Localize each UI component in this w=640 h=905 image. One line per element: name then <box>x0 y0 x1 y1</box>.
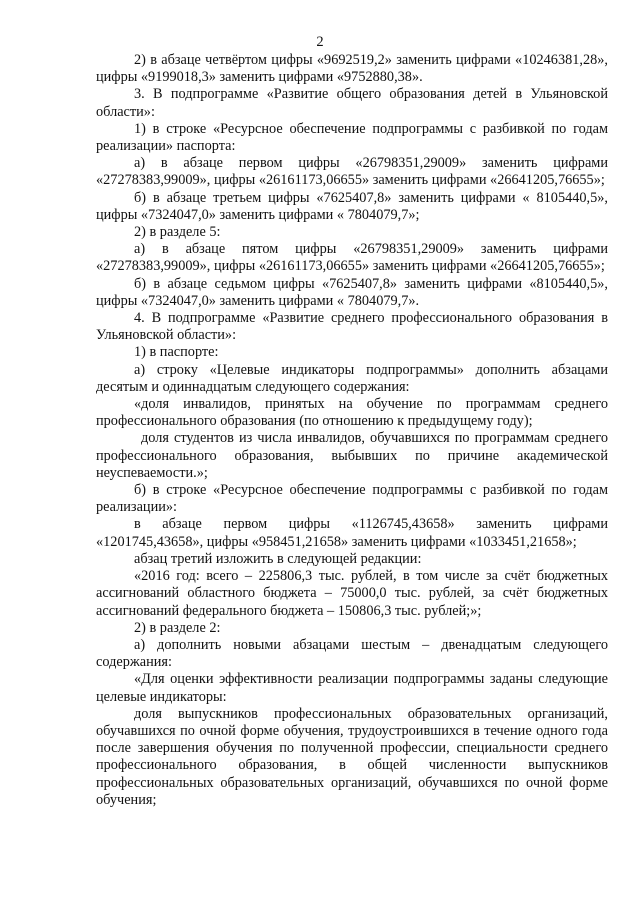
paragraph: 1) в паспорте: <box>134 344 219 361</box>
paragraph: 2) в разделе 2: <box>134 619 221 636</box>
paragraph: «доля инвалидов, принятых на обучение по программам среднего профессионального образования (по отношению к предыдущему году); <box>96 396 608 430</box>
paragraph: б) в строке «Ресурсное обеспечение подпрограммы с разбивкой по годам реализации»: <box>96 482 608 516</box>
page-number: 2 <box>316 34 324 50</box>
paragraph: доля выпускников профессиональных образовательных организаций, обучавшихся по очной форме обучения, трудоустроившихся в течение одного года после завершения обучения по полученной профессии, специальности среднего профессионального образования, в общей численности выпускников профессиональных образовательных организаций, обучавшихся по очной форме обучения; <box>96 705 608 808</box>
paragraph: а) в абзаце первом цифры «26798351,29009» заменить цифрами «27278383,99009», цифры «26161173,06655» заменить цифрами «26641205,76655»; <box>96 155 608 189</box>
document-body <box>96 52 608 809</box>
paragraph: а) строку «Целевые индикаторы подпрограммы» дополнить абзацами десятым и одиннадцатым следующего содержания: <box>96 361 608 395</box>
paragraph: абзац третий изложить в следующей редакции: <box>134 550 422 567</box>
paragraph: а) дополнить новыми абзацами шестым – двенадцатым следующего содержания: <box>96 636 608 671</box>
paragraph: «Для оценки эффективности реализации подпрограммы заданы следующие целевые индикаторы: <box>96 671 608 705</box>
paragraph: 2) в разделе 5: <box>134 224 221 241</box>
paragraph: 1) в строке «Ресурсное обеспечение подпрограммы с разбивкой по годам реализации» паспорта: <box>96 120 608 155</box>
paragraph: б) в абзаце седьмом цифры «7625407,8» заменить цифрами «8105440,5», цифры «7324047,0» заменить цифрами « 7804079,7». <box>96 275 608 309</box>
paragraph: в абзаце первом цифры «1126745,43658» заменить цифрами «1201745,43658», цифры «958451,21658» заменить цифрами «1033451,21658»; <box>96 516 608 550</box>
paragraph: «2016 год: всего – 225806,3 тыс. рублей, в том числе за счёт бюджетных ассигнований областного бюджета – 75000,0 тыс. рублей, за счёт бюджетных ассигнований федерального бюджета – 150806,3 тыс. рублей;»; <box>96 568 608 619</box>
paragraph: 3. В подпрограмме «Развитие общего образования детей в Ульяновской области»: <box>96 86 608 120</box>
paragraph: б) в абзаце третьем цифры «7625407,8» заменить цифрами « 8105440,5», цифры «7324047,0» заменить цифрами « 7804079,7»; <box>96 189 608 223</box>
paragraph: доля студентов из числа инвалидов, обучавшихся по программам среднего профессионального образования, выбывших по причине академической неуспеваемости.»; <box>96 430 608 481</box>
paragraph: 2) в абзаце четвёртом цифры «9692519,2» заменить цифрами «10246381,28», цифры «9199018,3» заменить цифрами «9752880,38». <box>96 52 608 86</box>
paragraph: 4. В подпрограмме «Развитие среднего профессионального образования в Ульяновской области»: <box>96 310 608 344</box>
paragraph: а) в абзаце пятом цифры «26798351,29009» заменить цифрами «27278383,99009», цифры «26161173,06655» заменить цифрами «26641205,76655»; <box>96 241 608 275</box>
